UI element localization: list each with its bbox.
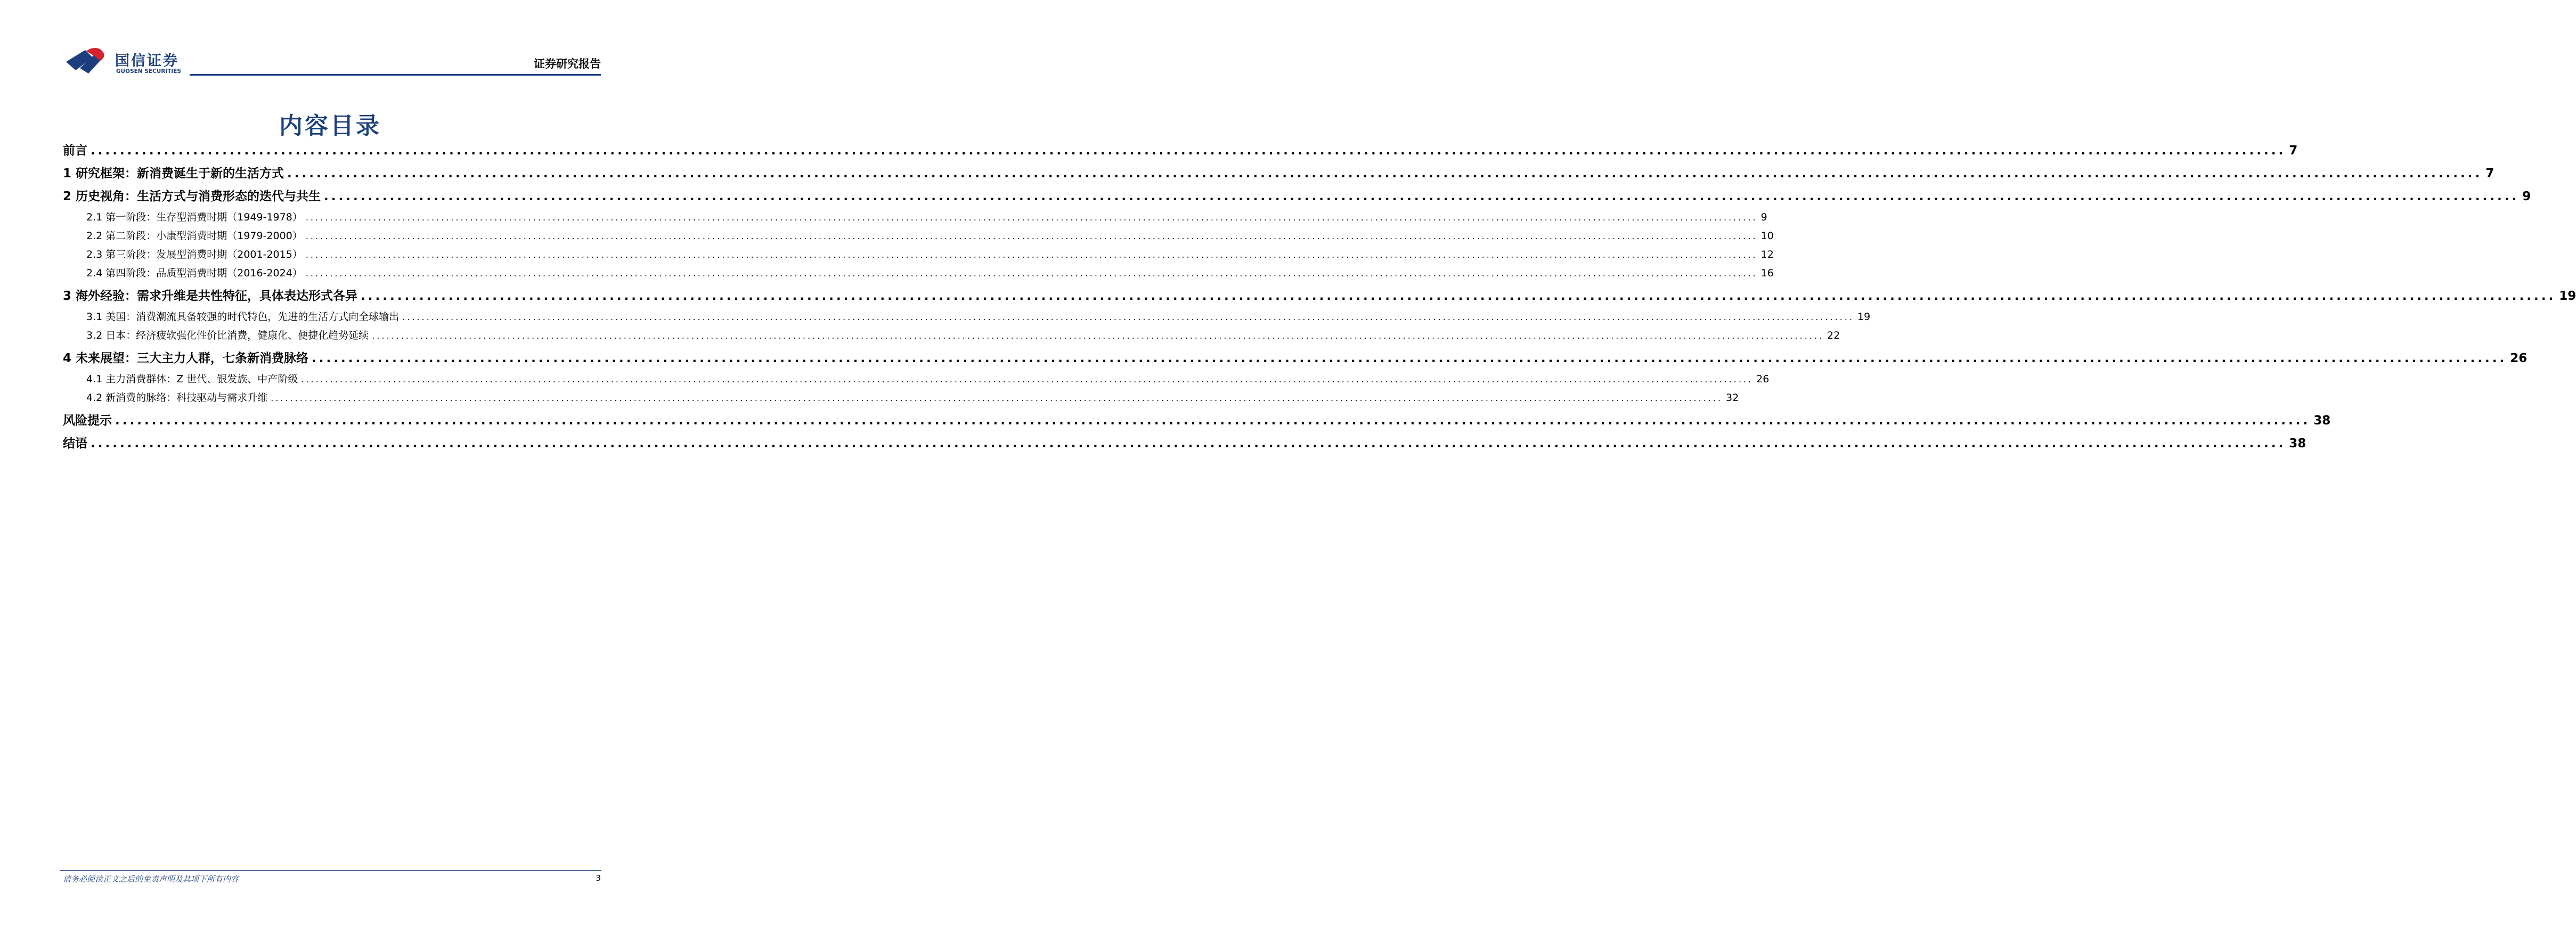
toc-entry-page: 12 [1760,249,1774,260]
toc-dot-leader: ............................................................................................................................................................................................................................................................................................................ [91,437,2286,450]
toc-entry[interactable] [63,285,2576,308]
toc-dot-leader: ............................................................................................................................................................................................................................................................................................................ [402,312,1855,322]
page-number: 3 [596,873,601,883]
toc-entry-label: 2.2 第二阶段：小康型消费时期（1979-2000） [86,230,303,242]
logo-english-name: GUOSEN SECURITIES [116,68,182,75]
guosen-logo-mark-icon [65,47,113,75]
toc-entry[interactable] [63,185,2531,208]
toc-entry-page: 9 [1760,211,1767,223]
toc-entry-page: 10 [1760,230,1774,242]
toc-entry-label: 3.2 日本：经济疲软强化性价比消费，健康化、便捷化趋势延续 [86,330,369,341]
toc-entry-label: 1 研究框架：新消费诞生于新的生活方式 [63,167,284,181]
toc-entry-page: 26 [1756,373,1770,385]
toc-dot-leader: ............................................................................................................................................................................................................................................................................................................ [305,250,1758,260]
toc-entry[interactable] [63,162,2495,185]
header-divider [190,74,601,76]
toc-subentry[interactable] [63,370,1770,389]
toc-entry[interactable] [63,409,2331,432]
toc-subentry[interactable] [63,308,1871,326]
toc-title: 内容目录 [279,112,381,140]
toc-entry-page: 38 [2289,437,2306,450]
toc-entry-label: 3.1 美国：消费潮流具备较强的时代特色，先进的生活方式向全球输出 [86,311,400,323]
toc-entry-page: 19 [1857,311,1871,323]
table-of-contents [63,140,2576,455]
toc-entry-page: 26 [2510,351,2528,365]
toc-entry-label: 结语 [63,437,87,450]
toc-dot-leader: ............................................................................................................................................................................................................................................................................................................ [271,393,1723,403]
toc-entry[interactable] [63,432,2306,455]
page-header [0,0,661,80]
toc-entry-label: 2.1 第一阶段：生存型消费时期（1949-1978） [86,211,303,223]
toc-entry[interactable] [63,347,2528,370]
toc-dot-leader: ............................................................................................................................................................................................................................................................................................................ [91,144,2286,158]
toc-entry-page: 32 [1726,392,1739,404]
toc-dot-leader: ............................................................................................................................................................................................................................................................................................................ [305,212,1758,223]
footer-divider [60,870,601,871]
footer-disclaimer[interactable]: 请务必阅读正文之后的免责声明及其项下所有内容 [63,874,239,884]
toc-entry-label: 2.3 第三阶段：发展型消费时期（2001-2015） [86,249,303,260]
toc-dot-leader: ............................................................................................................................................................................................................................................................................................................ [305,268,1758,278]
toc-entry-page: 22 [1827,330,1840,341]
toc-entry-page: 7 [2485,167,2495,181]
guosen-logo [65,47,182,79]
toc-entry-page: 9 [2522,190,2531,203]
toc-entry-page: 38 [2313,414,2331,428]
toc-entry-page: 19 [2559,289,2576,303]
toc-entry-label: 4.2 新消费的脉络：科技驱动与需求升维 [86,392,268,404]
toc-entry-label: 3 海外经验：需求升维是共性特征，具体表达形式各异 [63,289,358,303]
toc-dot-leader: ............................................................................................................................................................................................................................................................................................................ [372,331,1824,341]
toc-entry-label: 4 未来展望：三大主力人群，七条新消费脉络 [63,351,309,365]
toc-subentry[interactable] [63,389,1739,407]
toc-dot-leader: ............................................................................................................................................................................................................................................................................................................ [305,231,1758,241]
toc-dot-leader: ............................................................................................................................................................................................................................................................................................................ [287,167,2483,181]
toc-dot-leader: ............................................................................................................................................................................................................................................................................................................ [361,289,2556,303]
toc-dot-leader: ............................................................................................................................................................................................................................................................................................................ [324,190,2520,203]
report-type-label: 证券研究报告 [534,58,601,70]
toc-dot-leader: ............................................................................................................................................................................................................................................................................................................ [312,351,2507,365]
toc-entry-page: 16 [1760,267,1774,279]
toc-dot-leader: ............................................................................................................................................................................................................................................................................................................ [301,374,1754,384]
toc-entry[interactable] [63,140,2298,162]
toc-entry-label: 2 历史视角：生活方式与消费形态的迭代与共生 [63,190,321,203]
toc-subentry[interactable] [63,208,1767,227]
toc-subentry[interactable] [63,264,1774,283]
toc-entry-page: 7 [2289,144,2298,158]
toc-dot-leader: ............................................................................................................................................................................................................................................................................................................ [115,414,2311,428]
toc-subentry[interactable] [63,326,1840,345]
toc-entry-label: 2.4 第四阶段：品质型消费时期（2016-2024） [86,267,303,279]
toc-entry-label: 前言 [63,144,87,158]
toc-subentry[interactable] [63,227,1774,245]
toc-entry-label: 风险提示 [63,414,112,428]
toc-subentry[interactable] [63,245,1774,264]
logo-chinese-name: 国信证券 [115,53,179,69]
toc-entry-label: 4.1 主力消费群体：Z 世代、银发族、中产阶级 [86,373,298,385]
